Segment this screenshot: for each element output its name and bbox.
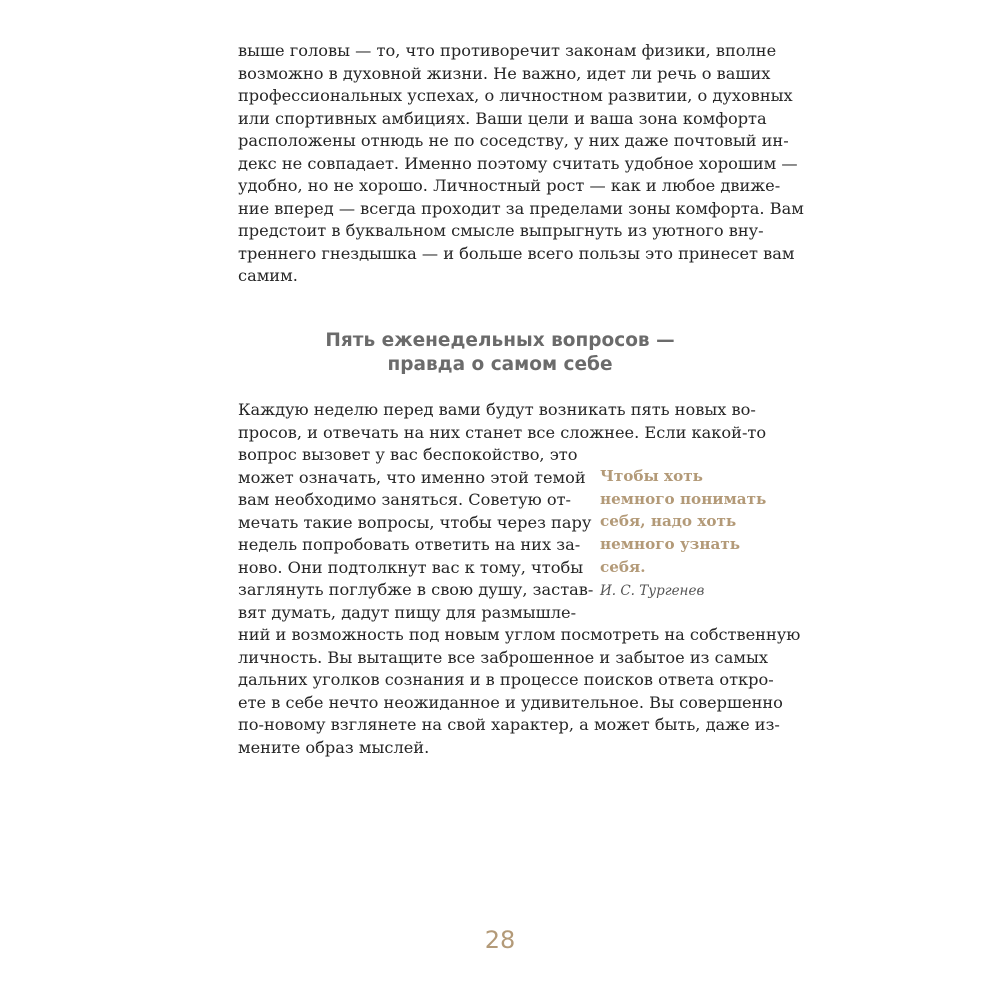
text-line: декс не совпадает. Именно поэтому считать удобное хорошим — xyxy=(238,153,798,173)
text-line: вят думать, дадут пищу для размышле- xyxy=(238,602,577,622)
text-line: профессиональных успехах, о личностном развитии, о духовных xyxy=(238,86,793,105)
text-line: вам необходимо заняться. Советую от- xyxy=(238,490,572,509)
text-line: недель попробовать ответить на них за- xyxy=(238,535,581,554)
quote-line: немного понимать xyxy=(600,489,767,508)
section-heading xyxy=(240,329,760,377)
text-line: по-новому взглянете на свой характер, а может быть, даже из- xyxy=(238,715,780,734)
text-line: ние вперед — всегда проходит за пределами зоны комфорта. Вам xyxy=(238,198,804,218)
text-line: возможно в духовной жизни. Не важно, идет ли речь о ваших xyxy=(238,63,771,83)
text-line: треннего гнездышка — и больше всего пользы это принесет вам xyxy=(238,243,795,263)
text-line: заглянуть поглубже в свою душу, застав- xyxy=(238,580,594,599)
quote-line: немного узнать xyxy=(600,535,741,554)
text-line: мечать такие вопросы, чтобы через пару xyxy=(238,512,592,532)
quote-line: себя, надо хоть xyxy=(600,512,737,531)
text-line: ете в себе нечто неожиданное и удивительное. Вы совершенно xyxy=(238,692,783,712)
text-line: удобно, но не хорошо. Личностный рост — как и любое движе- xyxy=(238,176,781,195)
text-line: мените образ мыслей. xyxy=(238,737,430,757)
text-line: вопрос вызовет у вас беспокойство, это xyxy=(238,445,578,464)
text-line: предстоит в буквальном смысле выпрыгнуть из уютного вну- xyxy=(238,221,764,240)
text-line: ново. Они подтолкнут вас к тому, чтобы xyxy=(238,557,584,577)
text-line: просов, и отвечать на них станет все сложнее. Если какой-то xyxy=(238,422,767,442)
quote-author: И. С. Тургенев xyxy=(600,583,705,599)
text-line: личность. Вы вытащите все заброшенное и забытое из самых xyxy=(238,647,768,667)
text-line: или спортивных амбициях. Ваши цели и ваша зона комфорта xyxy=(238,108,767,128)
text-line: может означать, что именно этой темой xyxy=(238,467,586,487)
text-line: дальних уголков сознания и в процессе поисков ответа откро- xyxy=(238,670,774,689)
page-number: 28 xyxy=(484,926,516,954)
heading-line: Пять еженедельных вопросов — xyxy=(325,330,675,351)
text-line: Каждую неделю перед вами будут возникать пять новых во- xyxy=(238,400,756,419)
sidebar-quote xyxy=(600,465,766,579)
text-line: самим. xyxy=(238,266,298,285)
quote-line: себя. xyxy=(600,557,646,576)
text-line: ний и возможность под новым углом посмотреть на собственную xyxy=(238,625,801,644)
text-line: выше головы — то, что противоречит законам физики, вполне xyxy=(238,41,777,60)
quote-line: Чтобы хоть xyxy=(600,467,703,485)
heading-line: правда о самом себе xyxy=(387,354,613,375)
text-line: расположены отнюдь не по соседству, у них даже почтовый ин- xyxy=(238,131,789,150)
